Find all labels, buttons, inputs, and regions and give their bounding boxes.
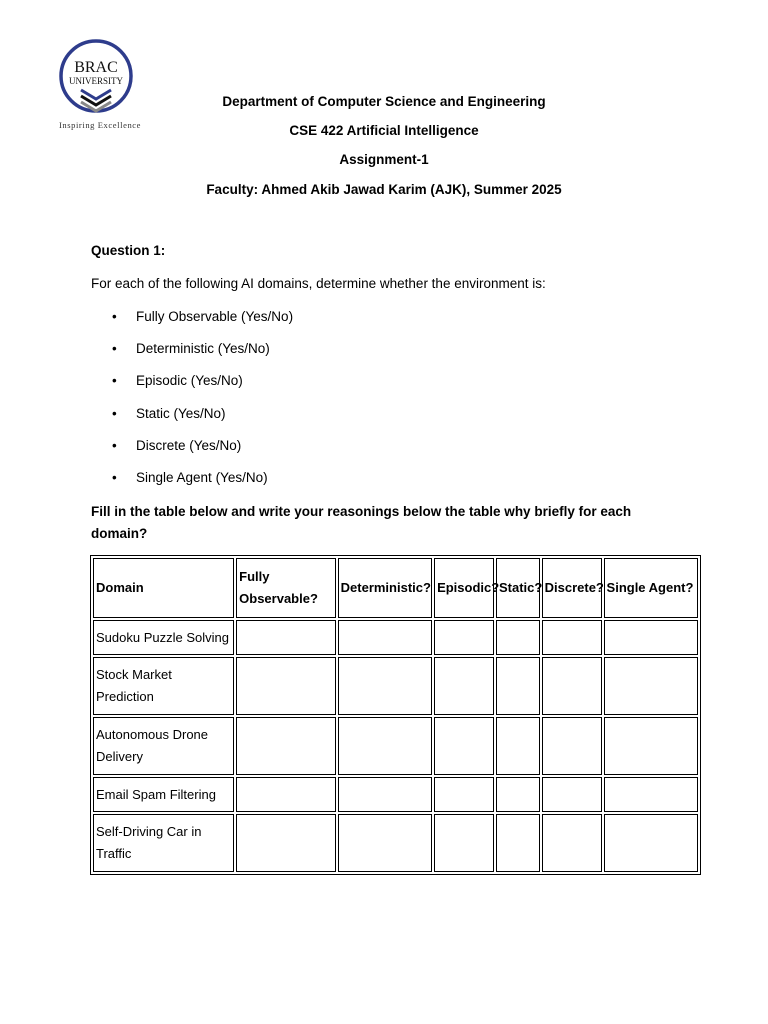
answer-cell[interactable] (338, 620, 432, 655)
domain-cell: Autonomous Drone Delivery (93, 717, 234, 775)
answer-cell[interactable] (604, 620, 698, 655)
property-list (112, 309, 293, 502)
answer-cell[interactable] (338, 814, 432, 872)
list-item: • Single Agent (Yes/No) (112, 469, 268, 485)
answer-cell[interactable] (338, 717, 432, 775)
list-item: • Episodic (Yes/No) (112, 373, 243, 389)
list-item-label: Single Agent (Yes/No) (136, 469, 268, 485)
assignment-title: Assignment-1 (339, 152, 429, 167)
table-row (93, 620, 698, 655)
question-intro: For each of the following AI domains, determine whether the environment is: (91, 276, 546, 291)
brac-university-logo (44, 36, 154, 136)
answer-cell[interactable] (604, 717, 698, 775)
list-item-label: Fully Observable (Yes/No) (136, 309, 294, 324)
header-fully-observable: Fully Observable? (236, 558, 336, 618)
header-static: Static? (496, 558, 540, 618)
table-instruction: Fill in the table below and write your reasonings below the table why briefly for each domain? (91, 504, 632, 541)
list-item: • Fully Observable (Yes/No) (112, 309, 294, 324)
list-item-label: Episodic (Yes/No) (136, 373, 243, 389)
logo-tagline: Inspiring Excellence (58, 120, 142, 130)
answer-cell[interactable] (496, 717, 540, 775)
answer-cell[interactable] (434, 717, 494, 775)
table-row (93, 777, 698, 812)
faculty-line: Faculty: Ahmed Akib Jawad Karim (AJK), Summer 2025 (206, 182, 562, 197)
answer-cell[interactable] (496, 777, 540, 812)
answer-cell[interactable] (434, 620, 494, 655)
answer-cell[interactable] (434, 657, 494, 715)
table-header-row (93, 558, 698, 618)
answer-cell[interactable] (604, 777, 698, 812)
answer-cell[interactable] (236, 814, 336, 872)
answer-cell[interactable] (236, 777, 336, 812)
answer-cell[interactable] (542, 717, 602, 775)
answer-cell[interactable] (604, 657, 698, 715)
answer-cell[interactable] (434, 777, 494, 812)
list-item: • Static (Yes/No) (112, 405, 226, 421)
table-row (93, 717, 698, 775)
header-episodic: Episodic? (434, 558, 494, 618)
table-row (93, 814, 698, 872)
domain-cell: Stock Market Prediction (93, 657, 234, 715)
answer-cell[interactable] (236, 620, 336, 655)
list-item: • Deterministic (Yes/No) (112, 341, 270, 357)
logo-name-bottom: UNIVERSITY (69, 76, 123, 86)
header-domain: Domain (93, 558, 234, 618)
list-item-label: Deterministic (Yes/No) (136, 341, 270, 357)
question-title: Question 1: (91, 243, 166, 258)
answer-cell[interactable] (434, 814, 494, 872)
answer-cell[interactable] (542, 657, 602, 715)
answer-cell[interactable] (542, 814, 602, 872)
answer-cell[interactable] (236, 717, 336, 775)
department-title: Department of Computer Science and Engineering (222, 94, 546, 109)
answer-cell[interactable] (338, 657, 432, 715)
answer-cell[interactable] (542, 620, 602, 655)
answer-cell[interactable] (236, 657, 336, 715)
header-single-agent: Single Agent? (604, 558, 698, 618)
answer-cell[interactable] (542, 777, 602, 812)
domain-cell: Sudoku Puzzle Solving (93, 620, 234, 655)
answer-cell[interactable] (338, 777, 432, 812)
domain-cell: Email Spam Filtering (93, 777, 234, 812)
header-deterministic: Deterministic? (338, 558, 432, 618)
course-title: CSE 422 Artificial Intelligence (289, 123, 479, 138)
answer-cell[interactable] (496, 620, 540, 655)
header-discrete: Discrete? (542, 558, 602, 618)
answer-cell[interactable] (604, 814, 698, 872)
list-item: • Discrete (Yes/No) (112, 437, 242, 453)
list-item-label: Discrete (Yes/No) (136, 437, 242, 453)
domain-cell: Self-Driving Car in Traffic (93, 814, 234, 872)
logo-name-top: BRAC (74, 59, 118, 76)
answer-cell[interactable] (496, 814, 540, 872)
answer-cell[interactable] (496, 657, 540, 715)
list-item-label: Static (Yes/No) (136, 405, 226, 421)
table-row (93, 657, 698, 715)
environment-table (90, 555, 701, 875)
